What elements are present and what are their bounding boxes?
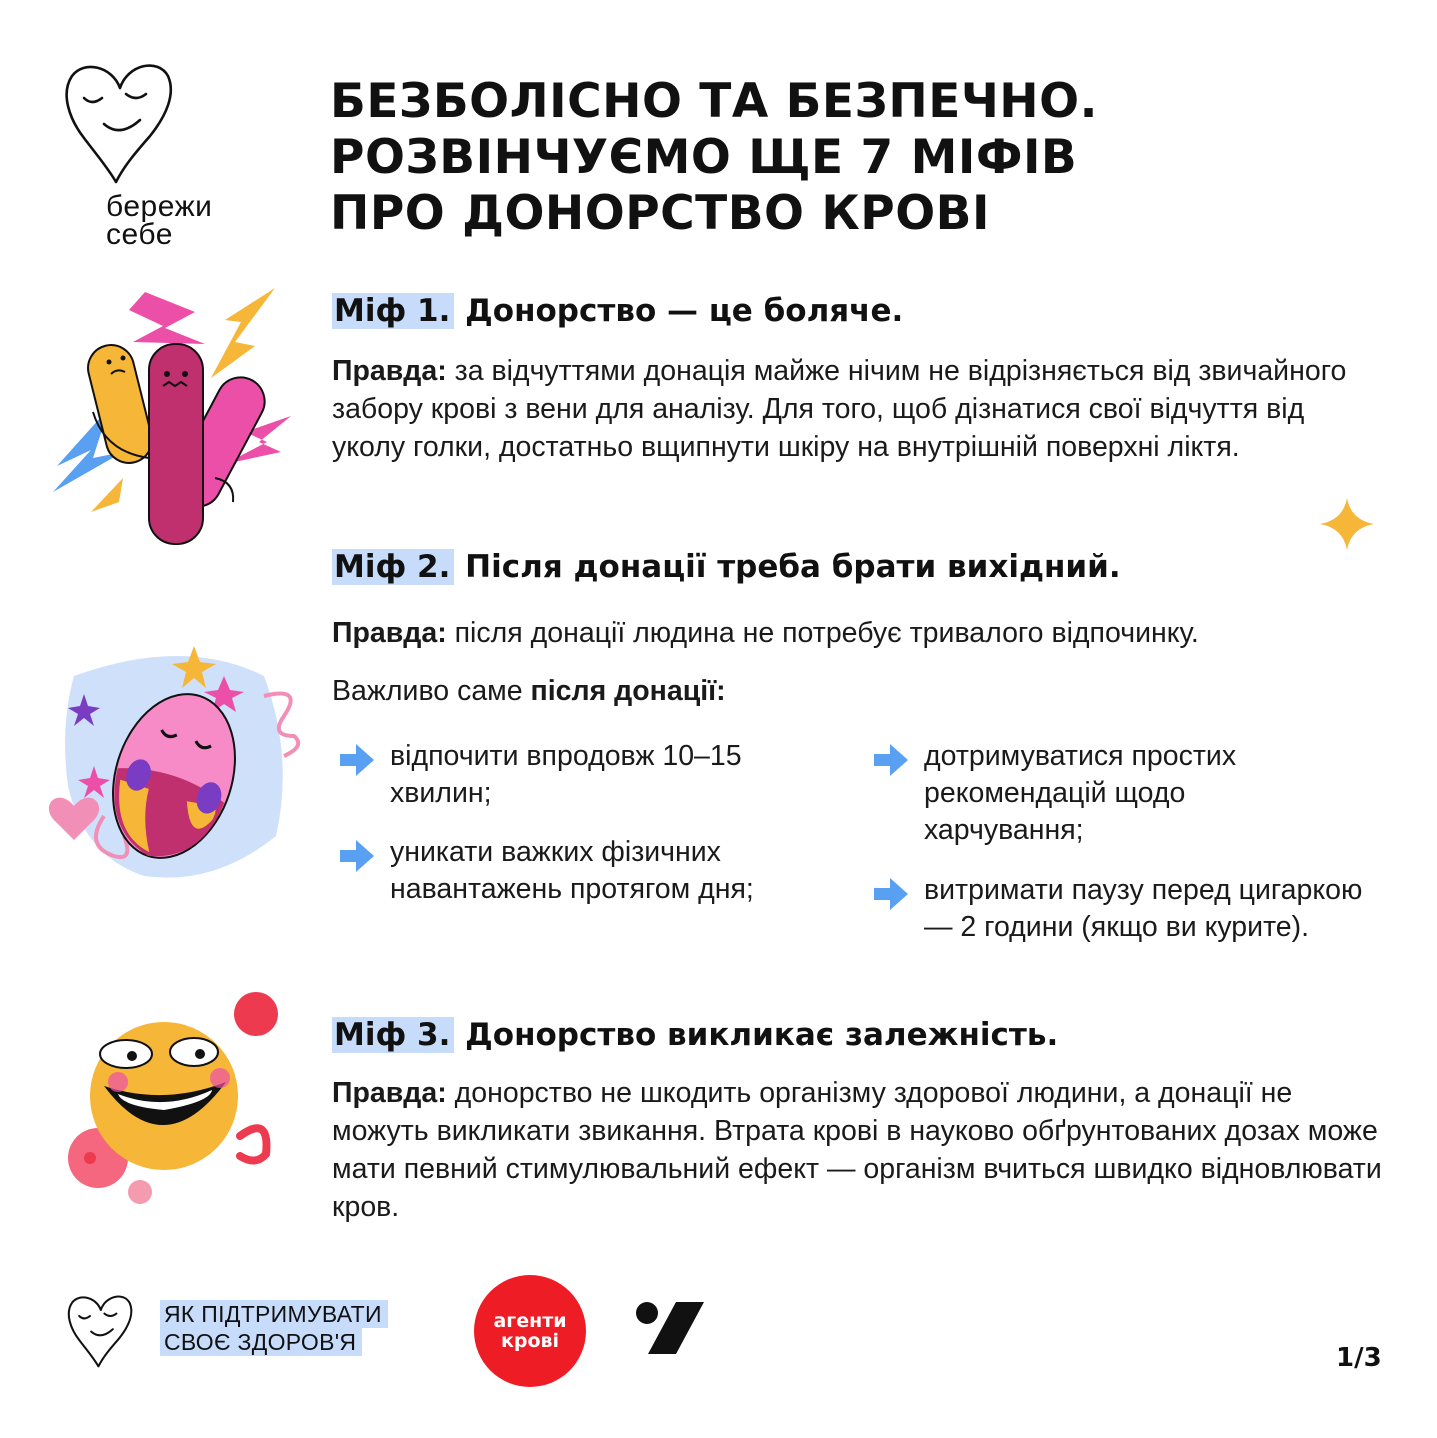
myth-2-truth-text: після донації людина не потребує тривалого відпочинку.	[454, 617, 1199, 649]
bullet-text: витримати паузу перед цигаркою — 2 години (якщо ви курите).	[924, 874, 1363, 943]
arrow-right-icon	[870, 740, 910, 780]
bullet-item	[336, 738, 836, 812]
laughing-face-illustration	[60, 986, 284, 1204]
tired-character-illustration	[44, 636, 306, 898]
bullet-text: відпочити впродовж 10–15 хвилин;	[390, 740, 742, 809]
truth-label: Правда:	[332, 617, 447, 649]
partner-line-1: агенти	[493, 1310, 567, 1332]
heart-face-icon	[62, 58, 182, 188]
heart-face-small-icon	[66, 1290, 138, 1372]
truth-label: Правда:	[332, 1077, 447, 1109]
title-line-3: ПРО ДОНОРСТВО КРОВІ	[330, 186, 990, 241]
important-bold: після донації:	[530, 675, 726, 707]
bullet-text: дотримуватися простих рекомендацій щодо харчування;	[924, 740, 1237, 846]
bullet-item	[870, 872, 1390, 946]
myth-1-truth	[332, 352, 1382, 466]
title-line-1: БЕЗБОЛІСНО ТА БЕЗПЕЧНО.	[330, 74, 1098, 129]
footer-label-line-1: ЯК ПІДТРИМУВАТИ	[160, 1300, 388, 1328]
lightning-pink-icon	[129, 292, 205, 344]
page-title	[330, 74, 1370, 242]
myth-1-truth-text: за відчуттями донація майже нічим не відрізняється від звичайного забору крові з вени для аналізу. Для того, щоб дізнатися свої відчуття від уколу голки, достатньо вщипнути шкіру на внутрішній поверхні ліктя.	[332, 355, 1347, 463]
myth-2-truth	[332, 614, 1412, 652]
myth-3-truth-text: донорство не шкодить організму здорової людини, а донації не можуть викликати звикання. Втрата крові в науково обґрунтованих дозах може мати певний стимулювальний ефект — організм вчиться швидко відновлювати кров.	[332, 1077, 1382, 1223]
page-number: 1/3	[1336, 1343, 1382, 1373]
myth-1-title: Донорство — це боляче.	[465, 293, 904, 329]
truth-label: Правда:	[332, 355, 447, 387]
bullet-item	[870, 738, 1390, 849]
logo-line-2: себе	[106, 218, 173, 251]
arrow-right-icon	[870, 874, 910, 914]
myth-3-label: Міф 3.	[332, 1017, 454, 1053]
myth-2-important	[332, 672, 726, 710]
myth-2-title: Після донації треба брати вихідний.	[465, 549, 1121, 585]
title-line-2: РОЗВІНЧУЄМО ЩЕ 7 МІФІВ	[330, 130, 1078, 185]
arrow-right-icon	[336, 740, 376, 780]
fingers-illustration	[45, 282, 295, 550]
myth-3-title: Донорство викликає залежність.	[465, 1017, 1059, 1053]
important-prefix: Важливо саме	[332, 675, 523, 707]
logo-line-1: бережи	[106, 190, 213, 223]
arrow-right-icon	[336, 836, 376, 876]
myth-3-truth	[332, 1074, 1392, 1226]
partner-line-2: крові	[500, 1330, 560, 1352]
myth-1-heading	[332, 290, 903, 332]
footer-label-line-2: СВОЄ ЗДОРОВ'Я	[160, 1328, 362, 1356]
lightning-yellow-icon	[211, 288, 275, 378]
myth-3-heading	[332, 1014, 1058, 1056]
brand-logo	[62, 58, 242, 258]
partner-logo-mark-icon	[636, 1300, 706, 1356]
bullet-item	[336, 834, 836, 908]
myth-1-label: Міф 1.	[332, 293, 454, 329]
sparkle-icon	[1318, 496, 1376, 552]
bullet-text: уникати важких фізичних навантажень протягом дня;	[390, 836, 754, 905]
footer-campaign-label	[160, 1300, 388, 1356]
partner-logo-agenty-krovi	[474, 1275, 586, 1387]
myth-2-heading	[332, 546, 1121, 588]
myth-2-label: Міф 2.	[332, 549, 454, 585]
